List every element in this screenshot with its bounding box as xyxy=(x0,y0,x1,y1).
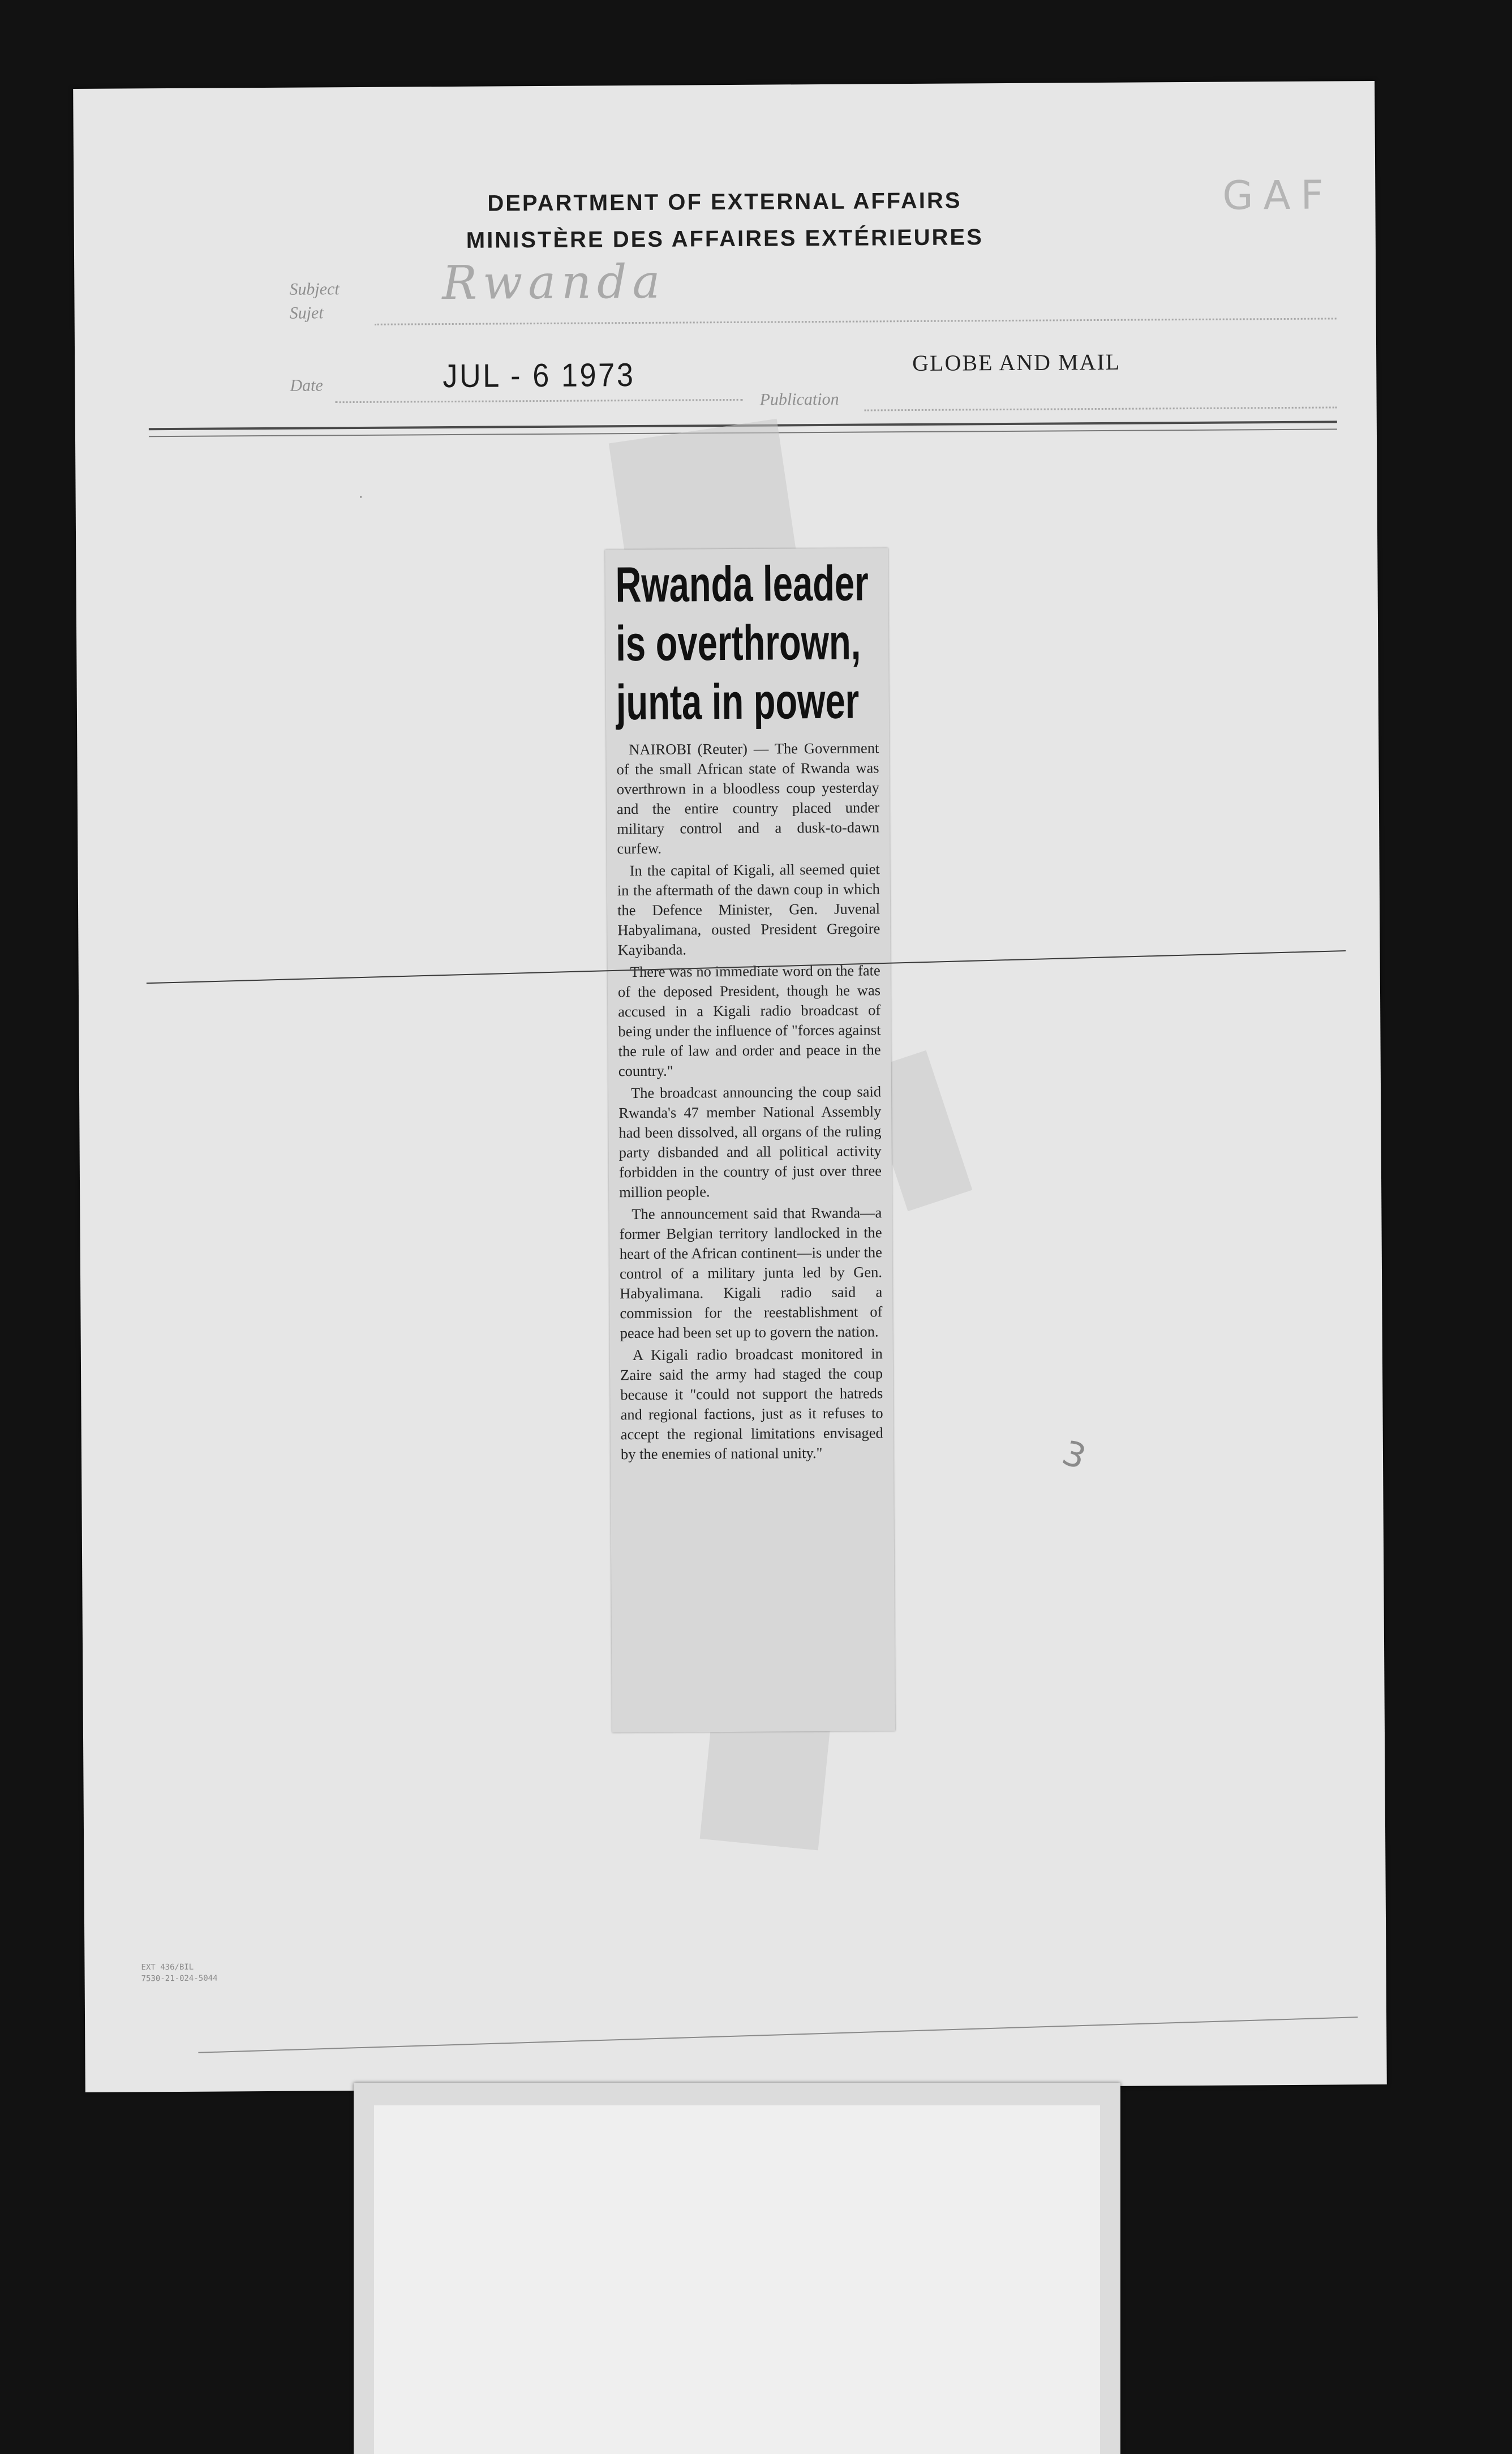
publication-line xyxy=(865,406,1337,411)
article-paragraph: The announcement said that Rwanda—a former Belgian territory landlocked in the heart of the African continent—is under the control of a military junta led by Gen. Habyalimana. Kigali radio said a commission for the reestablishment of peace had been set up to govern the nation. xyxy=(619,1204,883,1342)
date-line xyxy=(336,399,743,403)
subject-label: Subject xyxy=(289,280,340,299)
headline-line-1: Rwanda leader xyxy=(615,555,869,613)
article-paragraph: There was no immediate word on the fate of the deposed President, though he was accused in a Kigali radio broadcast of being under the influence of "forces against the rule of law and order and peace in the country." xyxy=(617,962,881,1080)
film-scratch-line-lower xyxy=(198,2017,1358,2053)
form-code-line-1: EXT 436/BIL xyxy=(141,1962,194,1972)
form-number xyxy=(141,1962,217,1985)
article-paragraph: The broadcast announcing the coup said Rwanda's 47 member National Assembly had been dissolved, all organs of the ruling party disbanded and all political activity forbidden in the country of just over three million people. xyxy=(618,1083,882,1201)
clipping-headline xyxy=(615,554,877,732)
form-code-line-2: 7530-21-024-5044 xyxy=(141,1974,218,1984)
date-label: Date xyxy=(290,376,323,395)
clipping-article-body xyxy=(616,738,883,1464)
headline-line-2: is overthrown, xyxy=(615,614,861,672)
clipping-form-sheet xyxy=(73,81,1387,2092)
department-title-english: DEPARTMENT OF EXTERNAL AFFAIRS xyxy=(487,188,962,216)
publication-stamp: GLOBE AND MAIL xyxy=(912,349,1121,376)
department-title-french: MINISTÈRE DES AFFAIRES EXTÉRIEURES xyxy=(466,225,983,253)
article-paragraph: NAIROBI (Reuter) — The Government of the small African state of Rwanda was overthrown in a bloodless coup yesterday and the entire country placed under military control and a dusk-to-dawn curfew. xyxy=(616,739,880,857)
publication-label: Publication xyxy=(759,389,839,409)
stray-mark-left: · xyxy=(358,488,363,506)
subject-line xyxy=(375,318,1337,325)
article-paragraph: A Kigali radio broadcast monitored in Zaire said the army had staged the coup because it "could not support the hatreds and regional factions, just as it refuses to accept the regional limitations envisaged by the enemies of national unity." xyxy=(620,1345,883,1463)
newspaper-clipping xyxy=(605,548,895,1732)
article-paragraph: In the capital of Kigali, all seemed quiet in the aftermath of the dawn coup in which the Defence Minister, Gen. Juvenal Habyalimana, ousted President Gregoire Kayibanda. xyxy=(617,860,880,959)
date-stamp: JUL - 6 1973 xyxy=(443,357,635,395)
handwritten-initials: GAF xyxy=(1222,171,1334,219)
subject-value-handwritten: Rwanda xyxy=(442,255,666,311)
headline-line-3: junta in power xyxy=(616,672,860,731)
sujet-label: Sujet xyxy=(289,303,324,323)
next-card-edge xyxy=(354,2083,1120,2454)
margin-pencil-mark: 3 xyxy=(1057,1432,1091,1478)
next-card-face xyxy=(374,2105,1100,2454)
